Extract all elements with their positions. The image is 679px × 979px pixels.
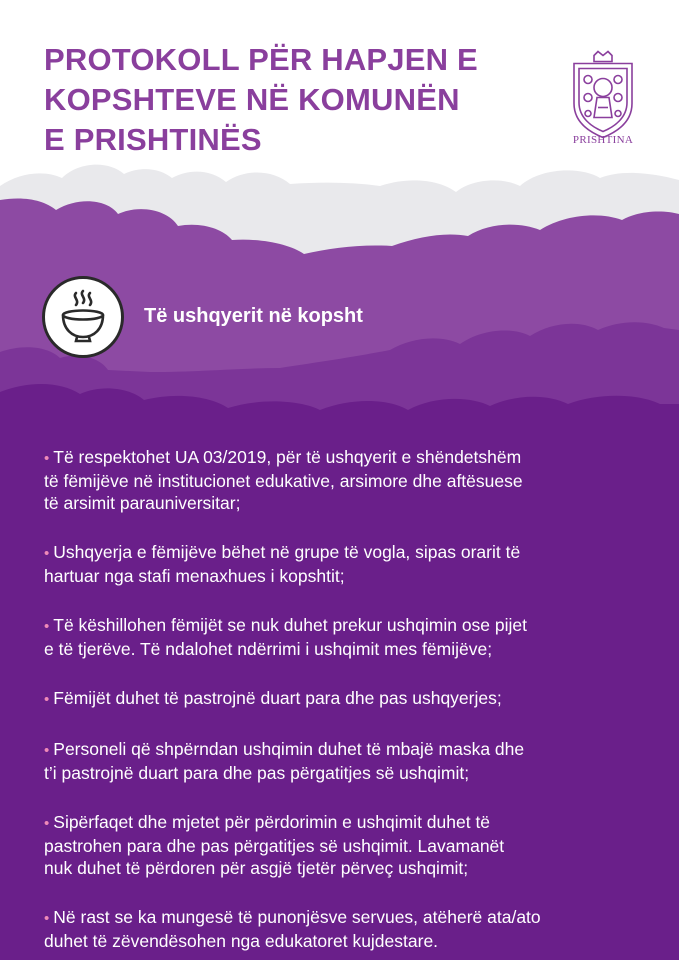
rule-line: e të tjerëve. Të ndalohet ndërrimi i ushqimit mes fëmijëve; [44,639,493,659]
bullet-icon: • [44,618,50,635]
rule-line: pastrohen para dhe pas përgatitjes së ushqimit. Lavamanët [44,836,505,856]
rule-line: të fëmijëve në institucionet edukative, arsimore dhe aftësuese [44,471,523,491]
bullet-icon: • [44,450,50,467]
crest-caption: PRISHTINA [572,134,634,146]
section-title: Të ushqyerit në kopsht [144,305,363,327]
rule-line: nuk duhet të përdoren për asgjë tjetër përveç ushqimit; [44,858,469,878]
rule-item [44,738,644,784]
rule-item [44,811,644,879]
rule-item [44,614,644,660]
title-line-3: E PRISHTINËS [44,122,262,157]
rule-line: Personeli që shpërndan ushqimin duhet të mbajë maska dhe [53,739,525,759]
bullet-icon: • [44,742,50,759]
title-line-2: KOPSHTEVE NË KOMUNËN [44,82,460,117]
rule-line: Sipërfaqet dhe mjetet për përdorimin e ushqimit duhet të [53,812,491,832]
bowl-icon [45,279,121,355]
rule-item [44,446,644,514]
bullet-icon: • [44,910,50,927]
rule-item [44,687,644,711]
title-line-1: PROTOKOLL PËR HAPJEN E [44,42,478,77]
rule-item [44,906,644,952]
bullet-icon: • [44,545,50,562]
rule-line: Të respektohet UA 03/2019, për të ushqyerit e shëndetshëm [53,447,522,467]
rule-line: t’i pastrojnë duart para dhe pas përgatitjes së ushqimit; [44,763,470,783]
rule-line: Të këshillohen fëmijët se nuk duhet prekur ushqimin ose pijet [53,615,527,635]
rule-line: hartuar nga stafi menaxhues i kopshtit; [44,566,345,586]
food-badge [42,276,124,358]
rules-list [44,446,644,979]
rule-line: të arsimit parauniversitar; [44,493,241,513]
bullet-icon: • [44,815,50,832]
rule-item [44,541,644,587]
rule-line: duhet të zëvendësohen nga edukatoret kujdestare. [44,931,439,951]
rule-line: Fëmijët duhet të pastrojnë duart para dhe pas ushqyerjes; [53,688,502,708]
rule-line: Në rast se ka mungesë të punonjësve servues, atëherë ata/ato [53,907,541,927]
page-title [44,40,564,160]
bullet-icon: • [44,691,50,708]
rule-line: Ushqyerja e fëmijëve bëhet në grupe të vogla, sipas orarit të [53,542,521,562]
